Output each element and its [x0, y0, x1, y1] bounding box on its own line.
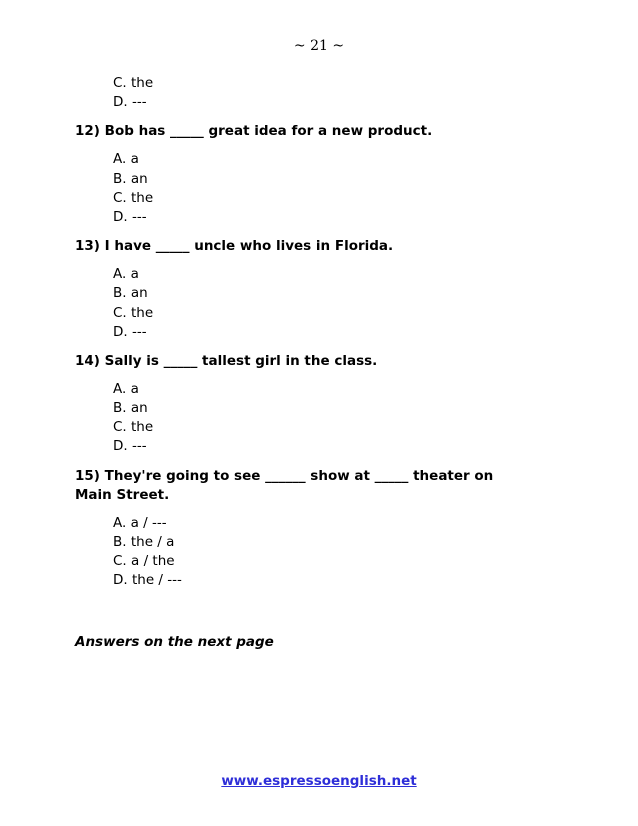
question-12-options — [113, 150, 555, 227]
option-item: C. a / the — [113, 553, 175, 569]
option-item: D. --- — [113, 438, 147, 455]
option-item: D. the / --- — [113, 572, 182, 589]
question-12: 12) Bob has _____ great idea for a new product. — [75, 123, 433, 140]
option-item: D. --- — [113, 208, 147, 225]
question-15-options — [113, 514, 555, 591]
answers-note: Answers on the next page — [75, 634, 274, 650]
question-15: 15) They're going to see ______ show at _____ theater on Main Street. — [75, 467, 494, 503]
quiz-content — [75, 74, 555, 590]
carryover-options — [113, 74, 555, 112]
option-item: C. the — [113, 419, 154, 436]
option-item: B. the / a — [113, 533, 175, 550]
option-item: A. a — [113, 266, 139, 283]
question-13-options — [113, 265, 555, 342]
option-item: C. the — [113, 304, 154, 321]
footer — [0, 772, 638, 790]
option-item: C. the — [113, 75, 154, 91]
page-number: ~ 21 ~ — [293, 38, 345, 54]
option-item: B. an — [113, 400, 148, 417]
option-item: A. a — [113, 151, 139, 168]
option-item: B. an — [113, 285, 148, 302]
option-item: C. the — [113, 189, 154, 206]
question-14-options — [113, 380, 555, 457]
question-14: 14) Sally is _____ tallest girl in the class. — [75, 352, 378, 369]
option-item: D. --- — [113, 323, 147, 340]
option-item: B. an — [113, 170, 148, 187]
option-item: A. a — [113, 380, 139, 397]
option-item: D. --- — [113, 94, 147, 111]
website-link[interactable]: www.espressoenglish.net — [221, 773, 417, 789]
option-item: A. a / --- — [113, 514, 167, 531]
question-13: 13) I have _____ uncle who lives in Florida. — [75, 238, 394, 255]
